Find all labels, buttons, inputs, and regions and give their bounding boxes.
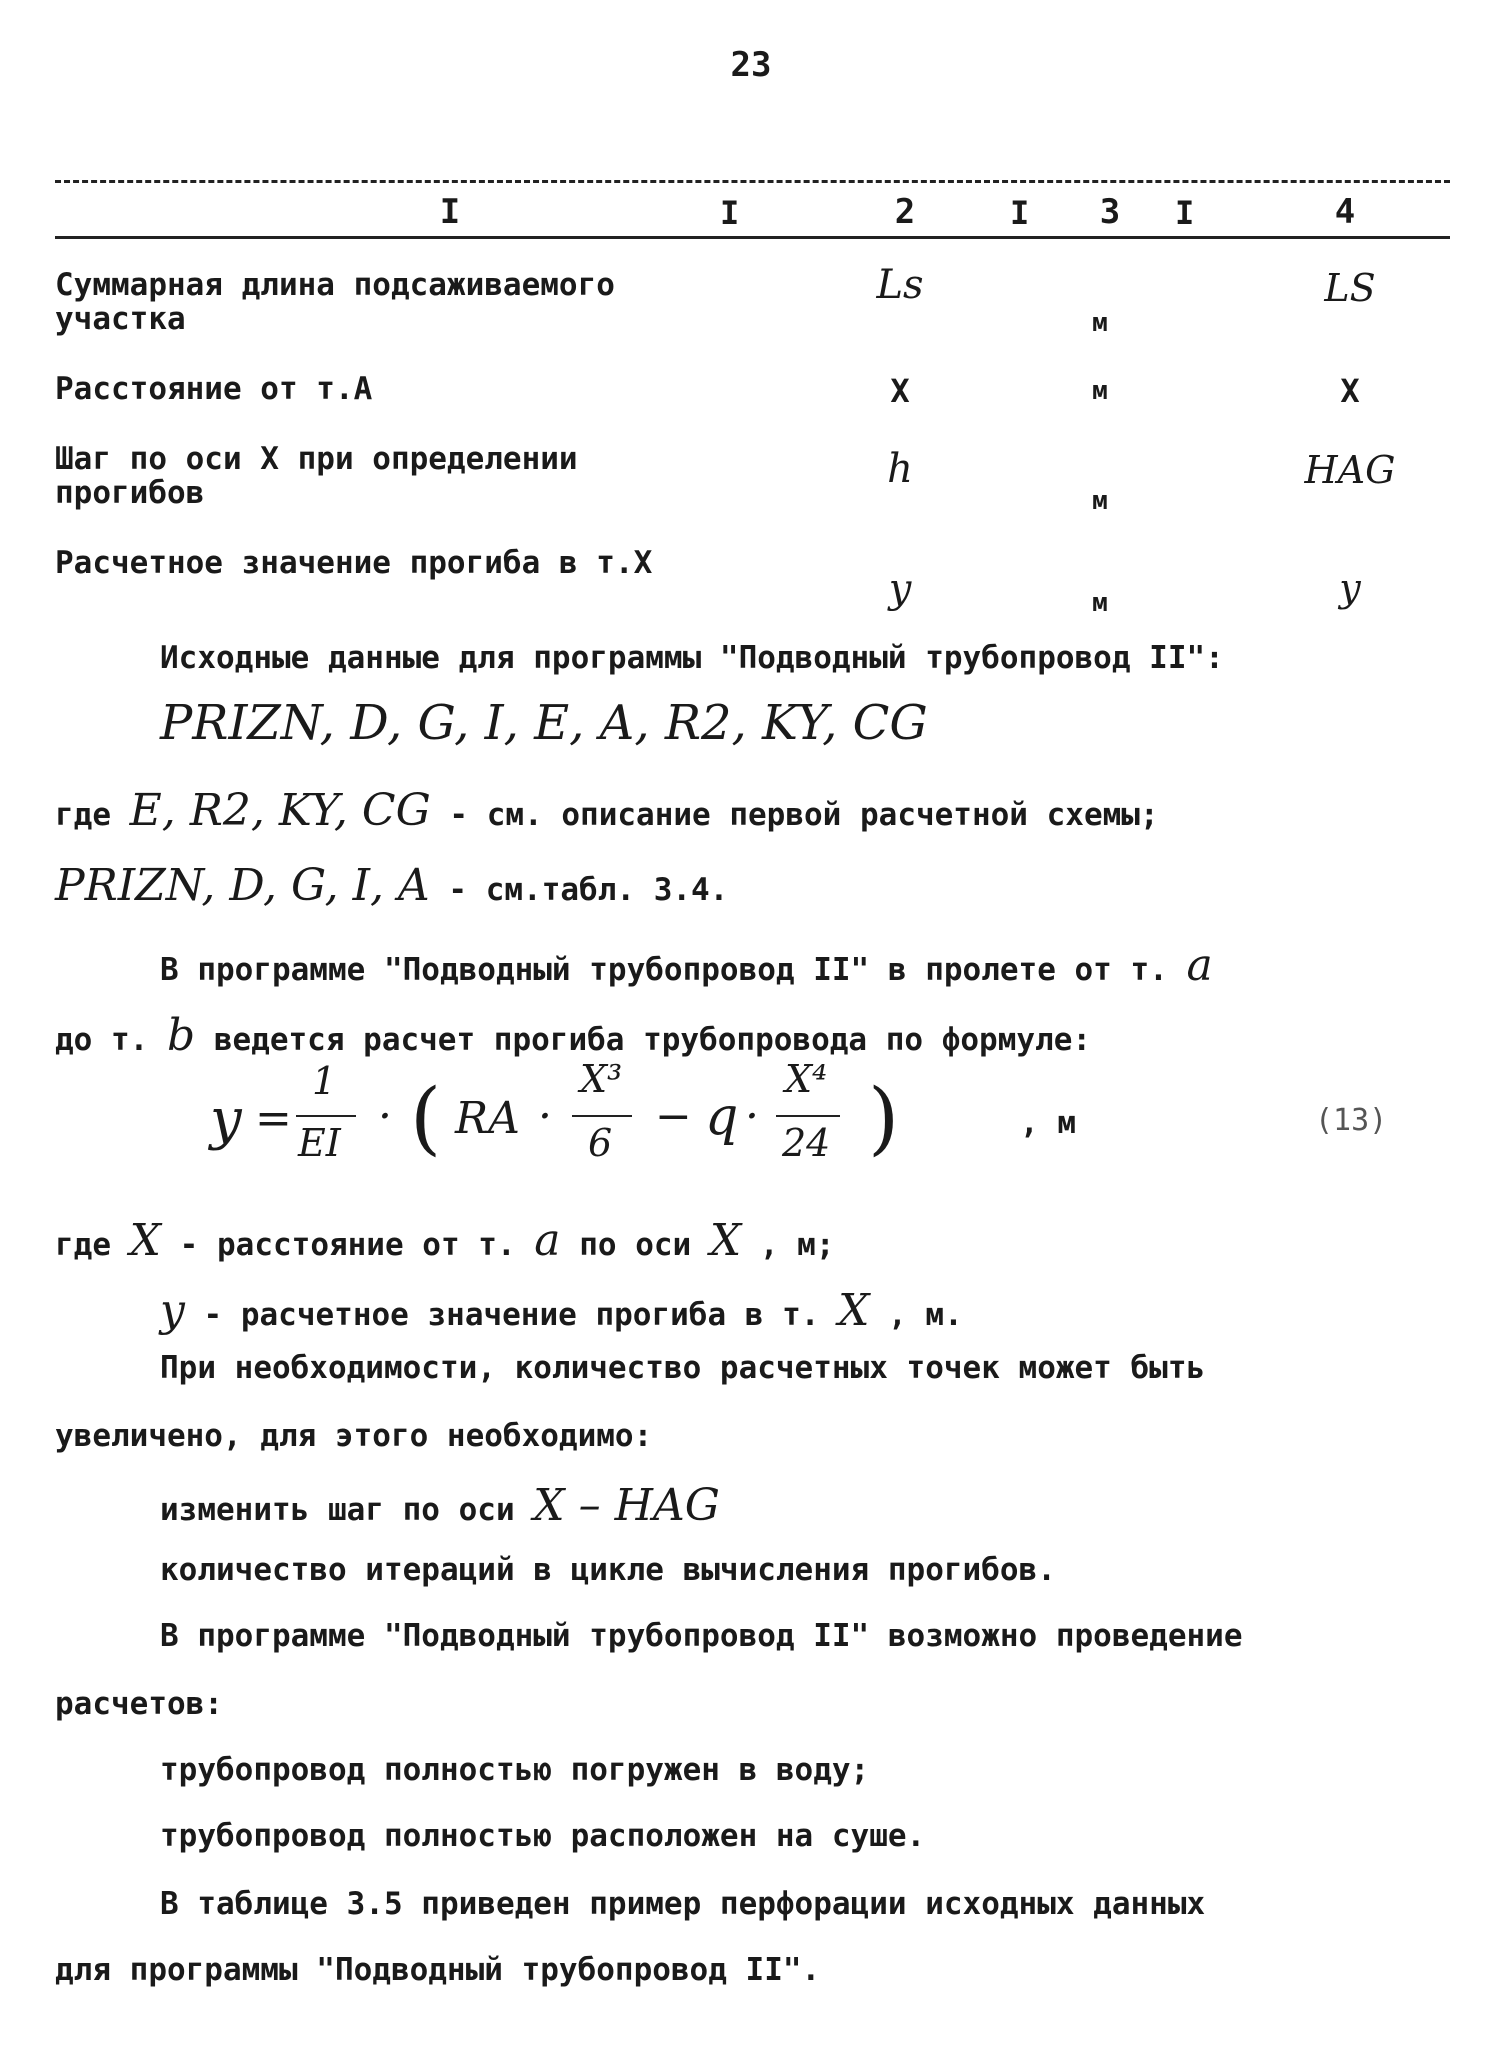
paragraph-line: В таблице 3.5 приведен пример перфорации исходных данных [160,1886,1206,1922]
where-variables: E, R2, KY, CG [129,785,431,836]
table-row [55,546,1450,626]
row-unit: м [1092,308,1108,338]
row-description: Шаг по оси X при определении прогибов [55,441,578,511]
deflection-formula [200,1057,1400,1185]
row-program-id: LS [1324,266,1376,310]
row-unit: м [1092,376,1108,406]
formula-dot: · [538,1091,552,1142]
formula-ra: RA [455,1093,520,1144]
paragraph-line: для программы "Подводный трубопровод II". [55,1952,821,1988]
definition-y [160,1285,1502,1336]
formula-left-paren: ( [410,1071,442,1164]
table-header-rule [55,236,1450,239]
row-program-id: X [1340,372,1360,410]
formula-dot: · [745,1091,759,1142]
header-col-1: I [439,192,461,232]
list-item [160,1480,1502,1531]
definition-text: - расчетное значение прогиба в т. [203,1297,820,1333]
definition-text: по оси [579,1227,692,1263]
row-unit: м [1092,486,1108,516]
variable-x: X [709,1215,742,1266]
where-label: где [55,1227,111,1263]
input-variable-list: PRIZN, D, G, I, E, A, R2, KY, CG [160,695,928,751]
where-variables: PRIZN, D, G, I, A [55,860,430,911]
row-program-id: HAG [1304,448,1396,492]
table-row [55,262,1450,348]
formula-minus: − [655,1091,692,1142]
row-unit: м [1092,588,1108,618]
paragraph-line [160,940,1502,991]
fraction-bar [776,1115,840,1117]
variable-x: X [129,1215,161,1266]
row-program-id: y [1339,566,1361,610]
header-col-4: 4 [1334,192,1356,232]
row-description: Суммарная длина подсаживаемого участка [55,267,615,337]
fraction-bar [296,1115,356,1117]
table-row [55,442,1450,522]
frac1-denominator: EI [298,1121,341,1165]
frac2-denominator: 6 [588,1121,613,1165]
formula-unit: , м [1020,1105,1076,1141]
formula-equals: = [255,1093,292,1144]
frac3-numerator: X⁴ [785,1057,828,1101]
where-line-2 [55,860,1450,911]
variable-y: y [160,1285,185,1336]
paragraph-line: увеличено, для этого необходимо: [55,1418,653,1454]
header-col-2: 2 [894,192,916,232]
page-number: 23 [730,45,772,85]
formula-right-paren: ) [868,1071,900,1164]
row-symbol: h [887,446,913,492]
input-intro: Исходные данные для программы "Подводный трубопровод II": [160,640,1224,676]
point-variable: a [1186,940,1213,991]
paragraph-line [55,1010,1450,1061]
paragraph-text: ведется расчет прогиба трубопровода по формуле: [213,1022,1092,1058]
variable-hag: X – HAG [533,1480,720,1531]
frac3-denominator: 24 [782,1121,831,1165]
variable-x: X [838,1285,870,1336]
formula-lhs: y [210,1087,242,1152]
formula-number: (13) [1315,1103,1388,1138]
header-separator: I [720,194,740,232]
paragraph-text: до т. [55,1022,149,1058]
point-variable: b [167,1010,196,1061]
frac1-numerator: 1 [312,1059,337,1103]
frac2-numerator: X³ [580,1057,623,1101]
definition-x [55,1215,1450,1266]
where-description: - см.табл. 3.4. [448,872,729,908]
where-line-1 [55,785,1450,836]
header-separator: I [1010,194,1030,232]
definition-text: - расстояние от т. [179,1227,516,1263]
row-symbol: Ls [876,262,924,308]
list-item: количество итераций в цикле вычисления прогибов. [160,1552,1056,1588]
table-top-rule [55,180,1450,183]
list-item-text: изменить шаг по оси [160,1492,515,1528]
header-separator: I [1175,194,1195,232]
where-description: - см. описание первой расчетной схемы; [449,797,1159,833]
paragraph-line: При необходимости, количество расчетных точек может быть [160,1350,1206,1386]
point-variable: a [534,1215,561,1266]
row-description: Расстояние от т.А [55,371,373,407]
fraction-bar [572,1115,632,1117]
formula-dot: · [378,1091,392,1142]
definition-text: , м. [888,1297,963,1333]
row-symbol: y [888,566,912,612]
definition-text: , м; [759,1227,835,1263]
row-description: Расчетное значение прогиба в т.X [55,545,653,581]
paragraph-line: расчетов: [55,1686,223,1722]
header-col-3: 3 [1099,192,1121,232]
paragraph-text: В программе "Подводный трубопровод II" в пролете от т. [160,952,1168,988]
where-label: где [55,797,111,833]
list-item: трубопровод полностью погружен в воду; [160,1752,870,1788]
list-item: трубопровод полностью расположен на суше. [160,1818,926,1854]
formula-q: q [705,1087,739,1147]
table-row [55,372,1450,422]
paragraph-line: В программе "Подводный трубопровод II" возможно проведение [160,1618,1243,1654]
row-symbol: X [890,372,910,410]
